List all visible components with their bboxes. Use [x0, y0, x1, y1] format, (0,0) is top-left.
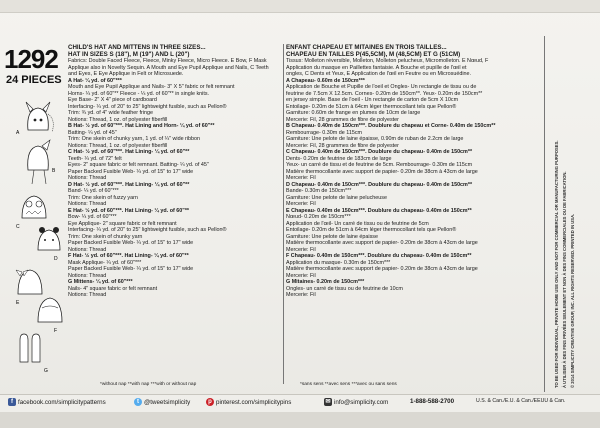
french-line: Application de l'œil- Un carré de tissu ou de feutrine de 5cm — [286, 220, 429, 227]
french-line: Matière thermocollante avec support de papier- 0.20m de 38cm à 43cm de large — [286, 168, 478, 175]
envelope-flap — [0, 0, 600, 13]
english-line: Applique also in Novelty Sequin. A Mouth and Eye Pupil Applique and Nails, C Teeth — [68, 64, 269, 71]
french-line: Mercerie: Fil — [286, 175, 316, 181]
english-line: Interfacing- ¼ yd. of 20" to 25" lightweight fusible, such as Pellon® — [68, 227, 227, 233]
sidebar-line: TO BE USED FOR INDIVIDUAL, PRIVATE HOME USE ONLY AND NOT FOR COMMERCIAL OR MANUFACTURING PURPOSES. — [554, 140, 559, 388]
pinterest-link[interactable] — [206, 398, 291, 406]
french-line: Nœud- 0.20m de 150cm*** — [286, 214, 351, 220]
english-line: Paper Backed Fusible Web- ¼ yd. of 15" to 17" wide — [68, 168, 194, 175]
english-line: Fabrics: Double Faced Fleece, Fleece, Minky Fleece, Micro Fleece. E Bow, F Mask — [68, 58, 267, 64]
facebook-link[interactable] — [8, 398, 106, 406]
english-line: Paper Backed Fusible Web- ¼ yd. of 15" to 17" wide — [68, 266, 194, 272]
english-requirements — [68, 44, 282, 299]
english-line: B Hat- ½ yd. of 60"***. Hat Lining and Horn- ¼ yd. of 60"** — [68, 123, 215, 129]
french-line: Garniture: Une pelote de laine épaisse — [286, 233, 378, 240]
english-line: Mouth and Eye Pupil Applique and Nails- 3" X 5" fabric or felt remnant — [68, 84, 235, 90]
french-line: Mercerie: Fil — [286, 201, 316, 207]
english-line: G Mittens- ¼ yd. of 60"*** — [68, 279, 133, 285]
french-line: D Chapeau- 0.40m de 150cm***. Doublure du chapeau- 0.40m de 150cm** — [286, 181, 473, 188]
pinterest-text: pinterest.com/simplicitypins — [216, 398, 292, 406]
label-f: F — [54, 328, 58, 334]
french-line: Garniture: 0.60m de frange en plumes de 10cm de large — [286, 110, 421, 116]
english-line: Notions: Thread — [68, 292, 107, 298]
english-line: Horns- ¼ yd. of 60"** Fleece - ¼ yd. of 60"** in single knits. — [68, 90, 210, 97]
french-line: Garniture: Une pelote de laine pelucheuse — [286, 194, 387, 201]
english-line: Notions: Thread — [68, 246, 107, 253]
french-line: G Mitaines- 0.20m de 150cm*** — [286, 279, 365, 285]
english-line: Notions: Thread, 1 oz. of polyester fiberfill — [68, 142, 168, 149]
french-nap-legend: *sans sens **avec sens ***avec ou sans sens — [300, 382, 397, 387]
french-line: Application du masque- 0.30m de 150cm*** — [286, 259, 391, 266]
french-line: Bande- 0.30m de 150cm*** — [286, 188, 352, 194]
french-line: Dents- 0.20m de feutrine de 183cm de large — [286, 155, 392, 162]
illustration-g — [20, 334, 48, 374]
french-line: ongles, C Dents et Yeux, E Application de l'œil en Feutre ou en Microsuédine. — [286, 71, 472, 77]
label-d: D — [54, 256, 58, 262]
email-text: info@simplicity.com — [334, 398, 389, 406]
english-line: E Hat- ½ yd. of 60"***. Hat Lining- ¼ yd. of 60"** — [68, 207, 190, 214]
english-line: C Hat- ½ yd. of 60"***. Hat Lining- ¼ yd. of 60"** — [68, 149, 190, 155]
pieces-count: 24 PIECES — [6, 74, 62, 86]
illustration-f — [38, 298, 62, 334]
english-line: D Hat- ½ yd. of 60"***. Hat Lining- ¼ yd. of 60"** — [68, 181, 190, 188]
pattern-number: 1292 — [4, 44, 58, 74]
twitter-link[interactable] — [134, 398, 190, 406]
french-line: Rembourrage- 0.30m de 115cm — [286, 129, 363, 136]
english-line: Teeth- ¼ yd. of 72" felt — [68, 155, 122, 162]
english-line: Trim: One skein of chunky yarn — [68, 233, 143, 240]
french-line: Entoilage- 0.20m de 51cm à 64cm léger thermocollant tels que Pellon® — [286, 227, 457, 233]
french-requirements — [286, 44, 540, 299]
english-line: Nails- 4" square fabric or felt remnant — [68, 285, 158, 292]
french-line: Garniture: Une pelote de laine épaisse, 0.90m de ruban de 2.2cm de large — [286, 136, 464, 142]
illustration-e — [16, 270, 42, 306]
phone-number — [410, 398, 454, 405]
french-line: Mercerie: Fil — [286, 246, 316, 253]
french-line: Tissus: Molleton réversible, Molleton, Molleton pelucheux, Micromolleton. E Nœud, F — [286, 58, 489, 64]
column-divider — [283, 44, 284, 384]
french-line: Mercerie: Fil, 28 grammes de fibre de polyester — [286, 116, 399, 123]
bottom-strip — [0, 412, 600, 428]
sidebar-divider — [544, 36, 545, 392]
region-label: U.S. & Can./E.U. & Can./EEUU & Can. — [476, 398, 566, 404]
english-line: Eye Base- 2" X 4" piece of cardboard — [68, 97, 157, 103]
french-line: Mercerie: Fil, 28 grammes de fibre de polyester — [286, 142, 399, 149]
french-line: A Chapeau- 0.60m de 150cm*** — [286, 77, 365, 84]
french-line: Entoilage- 0.20m de 51cm à 64cm léger thermocollant tels que Pellon® — [286, 103, 457, 110]
french-title-line: CHAPEAU EN TAILLES P(45,5CM), M (48,5CM) ET G (51CM) — [286, 51, 461, 58]
english-title-line: HAT IN SIZES S (18"), M (19") AND L (20") — [68, 51, 190, 58]
french-title-line: ENFANT CHAPEAU ET MITAINES EN TROIS TAILLES... — [286, 44, 447, 51]
pinterest-icon: p — [206, 398, 214, 406]
french-line: Application de Bouche et Pupille de l'oeil et Ongles- Un rectangle de tissu ou de — [286, 84, 477, 90]
english-line: Notions: Thread — [68, 201, 107, 207]
english-line: Trim: One skein of fuzzy yarn — [68, 194, 138, 201]
french-line: Application du masque en Paillettes fantaisie. A Bouche et pupille de l'œil et — [286, 64, 467, 71]
english-line: Bow- ¼ yd. of 60"*** — [68, 214, 117, 220]
twitter-text: @tweetsimplicity — [144, 398, 191, 406]
english-line: Paper Backed Fusible Web- ¼ yd. of 15" to 17" wide — [68, 240, 194, 246]
garment-illustrations — [14, 100, 64, 385]
email-icon: ✉ — [325, 399, 331, 405]
english-line: A Hat- ¼ yd. of 60"*** — [68, 77, 122, 84]
french-line: Matière thermocollante avec support de papier- 0.20m de 38cm à 43cm de large — [286, 266, 478, 272]
label-g: G — [44, 368, 48, 374]
french-line: F Chapeau- 0.40m de 150cm***. Doublure du chapeau- 0.40m de 150cm** — [286, 253, 472, 259]
sidebar-line: À UTILISER À DES FINS PRIVÉES SEULEMENT ET NON À DES FINS COMMERCIALES OU DE FABRICATION. — [562, 171, 567, 388]
phone-text: 1-888-588-2700 — [410, 398, 455, 405]
label-e: E — [16, 300, 20, 306]
french-line: C Chapeau- 0.40m de 150cm***. Doublure du chapeau- 0.40m de 150cm** — [286, 149, 473, 155]
french-line: B Chapeau- 0.40m de 150cm***. Doublure du chapeau et Corne- 0.40m de 150cm** — [286, 123, 496, 129]
english-line: Band- ¼ yd. of 60"*** — [68, 188, 119, 194]
english-line: and Eyes, E Eye Applique in Felt or Microsuede. — [68, 71, 184, 77]
french-line: Matière thermocollante avec support de papier- 0.20m de 38cm à 43cm de large — [286, 240, 478, 246]
illustration-a — [16, 102, 53, 136]
english-line: Trim: ¾ yd. of 4" wide feather fringe — [68, 110, 154, 116]
french-line: en jersey simple. Base de l'oeil - Un rectangle de carton de 5cm X 10cm — [286, 97, 459, 103]
french-line: E Chapeau- 0.40m de 150cm***. Doublure du chapeau- 0.40m de 150cm** — [286, 207, 472, 214]
english-line: Trim: One skein of chunky yarn, 1 yd. of ¼" wide ribbon — [68, 136, 201, 142]
legal-sidebar — [548, 36, 596, 396]
french-line: Ongles- un carré de tissu ou de feutrine de 10cm — [286, 285, 403, 292]
twitter-icon: t — [134, 398, 142, 406]
english-line: Batting- ¼ yd. of 45" — [68, 129, 117, 136]
english-line: Interfacing- ¼ yd. of 20" to 25" lightweight fusible, such as Pellon® — [68, 103, 227, 110]
french-line: Yeux- un carré de tissu et de feutrine de 5cm. Rembourrage- 0.30m de 115cm — [286, 162, 473, 168]
illustration-d — [38, 227, 60, 262]
illustration-b — [28, 140, 56, 184]
region-text — [476, 398, 565, 404]
label-b: B — [52, 168, 56, 174]
label-a: A — [16, 130, 20, 136]
illustration-c — [16, 196, 46, 230]
english-nap-legend: *without nap **with nap ***with or without nap — [100, 382, 197, 387]
english-line: Notions: Thread — [68, 175, 107, 181]
english-line: Eye Applique- 2" square fabric or felt remnant — [68, 220, 177, 227]
label-c: C — [16, 224, 20, 230]
english-line: F Hat- ½ yd. of 60"***. Hat Lining- ¼ yd. of 60"** — [68, 253, 189, 259]
english-line: Notions: Thread — [68, 272, 107, 279]
email-link[interactable] — [324, 398, 388, 406]
english-line: Notions: Thread, 1 oz. of polyester fiberfill — [68, 116, 168, 123]
english-line: Eyes- 2" square fabric or felt remnant. Batting- ¼ yd. of 45" — [68, 162, 209, 168]
french-line: feutrine de 7.5cm X 12.5cm. Cornes- 0.20m de 150cm**. Yeux- 0.20m de 150cm** — [286, 90, 483, 97]
sidebar-line: © 2014 SIMPLICITY CREATIVE GROUP, INC. ALL RIGHTS RESERVED. PRINTED IN USA. — [570, 213, 575, 388]
facebook-icon: f — [8, 398, 16, 406]
english-title-line: CHILD'S HAT AND MITTENS IN THREE SIZES... — [68, 44, 206, 51]
french-line: Mercerie: Fil — [286, 272, 316, 279]
french-line: Mercerie: Fil — [286, 292, 316, 298]
english-line: Mask Applique- ¼ yd. of 60"*** — [68, 259, 142, 266]
facebook-text: facebook.com/simplicitypatterns — [18, 398, 106, 406]
